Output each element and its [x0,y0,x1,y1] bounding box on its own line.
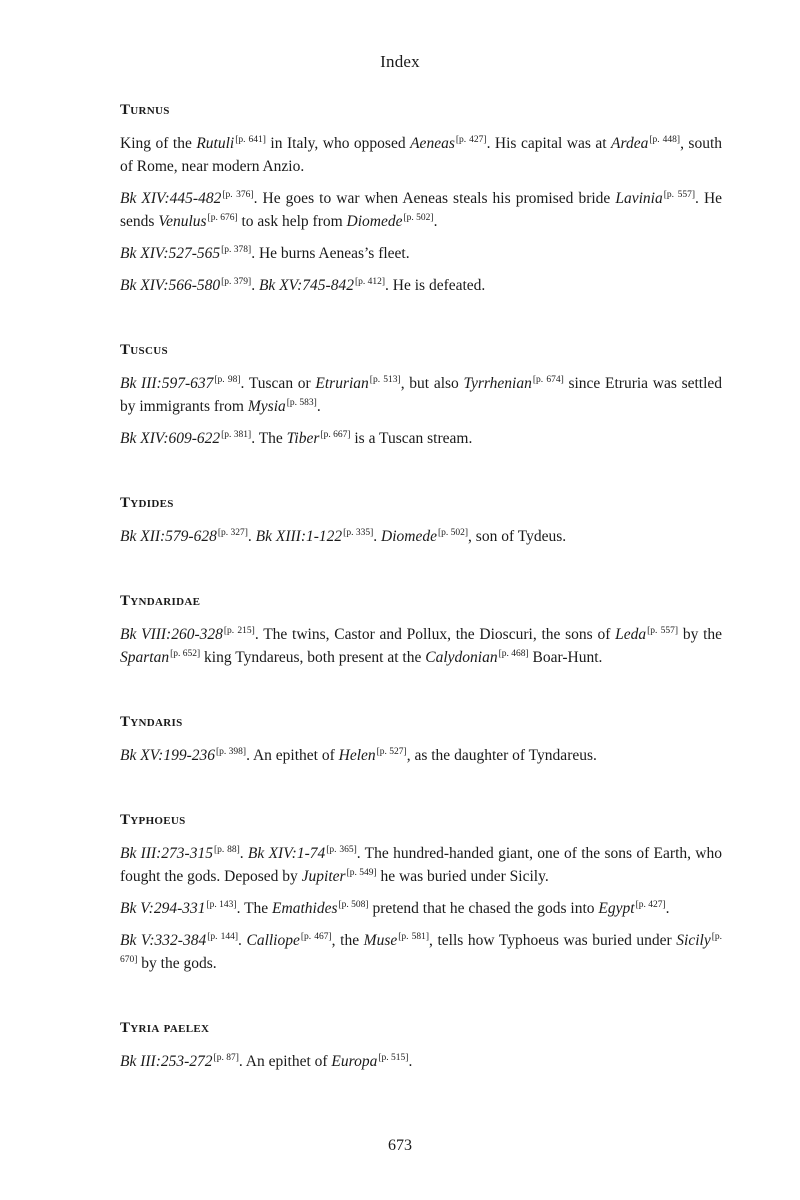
body-text: , tells how Typhoeus was buried under [429,932,677,949]
page-reference-link[interactable]: [p. 448] [649,134,681,145]
page-reference-link[interactable]: [p. 376] [222,189,254,200]
entry-paragraph [120,929,722,975]
entry-heading: Tyndaridae [120,593,201,609]
page-reference-link[interactable]: [p. 549] [346,867,377,878]
body-text: . [373,528,381,545]
italic-term: Bk XV:199-236 [120,747,215,764]
body-text: Boar-Hunt. [528,649,603,666]
body-text: . An epithet of [246,747,339,764]
italic-term: Ardea [611,135,649,152]
body-text: . He goes to war when Aeneas steals his promised bride [253,190,616,207]
page-reference-link[interactable]: [p. 143] [206,899,237,910]
body-text: in Italy, who opposed [265,135,411,152]
body-text: . An epithet of [238,1053,332,1070]
page-reference-link[interactable]: [p. 87] [213,1052,239,1063]
entry-spacer [120,984,722,1018]
index-entry [120,810,722,975]
body-text: . [238,932,247,949]
page-number: 673 [388,1137,412,1154]
italic-term: Diomede [381,528,437,545]
italic-term: Venulus [158,213,207,230]
italic-term: Bk III:253-272 [120,1053,213,1070]
body-text: . [665,900,670,917]
index-entry [120,340,722,450]
italic-term: Bk XV:745-842 [258,277,354,294]
entry-paragraph [120,623,722,669]
entry-paragraph [120,1050,722,1073]
entry-paragraph [120,242,722,265]
body-text: , son of Tydeus. [468,528,567,545]
page-reference-link[interactable]: [p. 557] [647,625,679,636]
italic-term: Mysia [247,398,286,415]
entry-paragraph [120,744,722,767]
italic-term: Aeneas [410,135,455,152]
page-reference-link[interactable]: [p. 513] [369,374,401,385]
italic-term: Bk III:597-637 [120,375,214,392]
italic-term: Emathides [272,900,338,917]
entry-heading: Tyria paelex [120,1020,210,1036]
entry-paragraph [120,274,722,297]
running-header: Index [380,52,420,71]
page-reference-link[interactable]: [p. 527] [376,746,407,757]
body-text: . He burns Aeneas’s fleet. [251,245,410,262]
page-reference-link[interactable]: [p. 667] [320,429,351,440]
italic-term: Bk XIV:1-74 [247,845,326,862]
page-reference-link[interactable]: [p. 398] [215,746,247,757]
page-reference-link[interactable]: [p. 674] [532,374,564,385]
page-reference-link[interactable]: [p. 88] [213,844,240,855]
page-reference-link[interactable]: [p. 144] [207,931,239,942]
page-reference-link[interactable]: [p. 381] [221,429,252,440]
entry-spacer [120,776,722,810]
index-entry [120,493,722,548]
index-entry [120,100,722,297]
page-reference-link[interactable]: [p. 468] [498,648,529,659]
entry-paragraph [120,842,722,888]
body-text: . He sends [120,190,723,230]
italic-term: Tyrrhenian [463,375,532,392]
page-reference-link[interactable]: [p. 557] [663,189,696,200]
page-reference-link[interactable]: [p. 581] [398,931,430,942]
italic-term: Calydonian [425,649,498,666]
italic-term: Bk XIV:527-565 [120,245,221,262]
italic-term: Sicily [676,932,711,949]
body-text: . The [251,430,287,447]
italic-term: Spartan [120,649,170,666]
entry-paragraph [120,187,722,233]
page-reference-link[interactable]: [p. 583] [286,397,317,408]
italic-term: Bk XIV:609-622 [120,430,221,447]
body-text: king Tyndareus, both present at the [200,649,426,666]
italic-term: Europa [331,1053,378,1070]
page-reference-link[interactable]: [p. 676] [207,212,238,223]
body-text: . [251,277,259,294]
body-text: . [239,845,248,862]
italic-term: Rutuli [196,135,235,152]
body-text: . [433,213,438,230]
body-text: , south of Rome, near modern Anzio. [120,135,723,175]
index-entry [120,1018,722,1073]
entry-spacer [120,557,722,591]
italic-term: Muse [363,932,398,949]
italic-term: Bk III:273-315 [120,845,213,862]
page-reference-link[interactable]: [p. 508] [338,899,369,910]
page-reference-link[interactable]: [p. 365] [326,844,357,855]
page-reference-link[interactable]: [p. 335] [343,527,374,538]
body-text: by the [678,626,723,643]
index-entry [120,591,722,669]
page-reference-link[interactable]: [p. 378] [221,244,252,255]
page-reference-link[interactable]: [p. 515] [378,1052,409,1063]
entry-heading: Turnus [120,102,170,118]
entry-spacer [120,306,722,340]
italic-term: Lavinia [615,190,663,207]
body-text: . [247,528,256,545]
entry-heading: Tuscus [120,342,168,358]
italic-term: Helen [338,747,376,764]
italic-term: Bk XIV:566-580 [120,277,221,294]
page-reference-link[interactable]: [p. 427] [455,134,487,145]
page-reference-link[interactable]: [p. 641] [235,134,266,145]
italic-term: Bk V:294-331 [120,900,206,917]
italic-term: Calliope [246,932,300,949]
entry-paragraph [120,372,722,418]
entry-heading: Tydides [120,495,174,511]
page-reference-link[interactable]: [p. 467] [300,931,332,942]
page-reference-link[interactable]: [p. 98] [214,374,241,385]
page-reference-link[interactable]: [p. 327] [217,527,248,538]
page-reference-link[interactable]: [p. 379] [221,276,252,287]
body-text: he was buried under Sicily. [376,868,549,885]
entry-spacer [120,459,722,493]
body-text: . His capital was at [486,135,612,152]
index-entries [120,100,722,1082]
italic-term: Egypt [598,900,635,917]
entry-paragraph [120,427,722,450]
body-text: . [316,398,321,415]
page-reference-link[interactable]: [p. 412] [354,276,386,287]
entry-heading: Tyndaris [120,714,183,730]
page-reference-link[interactable]: [p. 502] [403,212,434,223]
body-text: is a Tuscan stream. [350,430,473,447]
page-reference-link[interactable]: [p. 502] [437,527,469,538]
italic-term: Bk XII:579-628 [120,528,217,545]
entry-paragraph [120,525,722,548]
body-text: , the [331,932,364,949]
body-text: . The hundred-handed giant, one of the sons of Earth, who fought the gods. Deposed by [120,845,722,885]
italic-term: Tiber [286,430,320,447]
italic-term: Bk XIII:1-122 [255,528,343,545]
entry-paragraph [120,132,722,178]
page-reference-link[interactable]: [p. 427] [635,899,666,910]
body-text: King of the [120,135,197,152]
italic-term: Bk XIV:445-482 [120,190,222,207]
body-text: . He is defeated. [385,277,486,294]
italic-term: Jupiter [301,868,346,885]
italic-term: Etrurian [315,375,369,392]
entry-paragraph [120,897,722,920]
italic-term: Diomede [346,213,403,230]
body-text: . [408,1053,413,1070]
page-reference-link[interactable]: [p. 652] [170,648,201,659]
page-reference-link[interactable]: [p. 215] [223,625,255,636]
index-entry [120,712,722,767]
body-text: by the gods. [137,955,217,972]
entry-spacer [120,678,722,712]
page-reference-link[interactable]: [p. 670] [120,931,723,965]
body-text: . Tuscan or [240,375,316,392]
body-text: . The twins, Castor and Pollux, the Dioscuri, the sons of [254,626,616,643]
body-text: , but also [400,375,464,392]
italic-term: Leda [615,626,647,643]
italic-term: Bk VIII:260-328 [120,626,223,643]
body-text: to ask help from [237,213,347,230]
body-text: . The [236,900,273,917]
entry-heading: Typhoeus [120,812,186,828]
italic-term: Bk V:332-384 [120,932,207,949]
body-text: since Etruria was settled by immigrants from [120,375,723,415]
body-text: pretend that he chased the gods into [368,900,599,917]
body-text: , as the daughter of Tyndareus. [406,747,597,764]
